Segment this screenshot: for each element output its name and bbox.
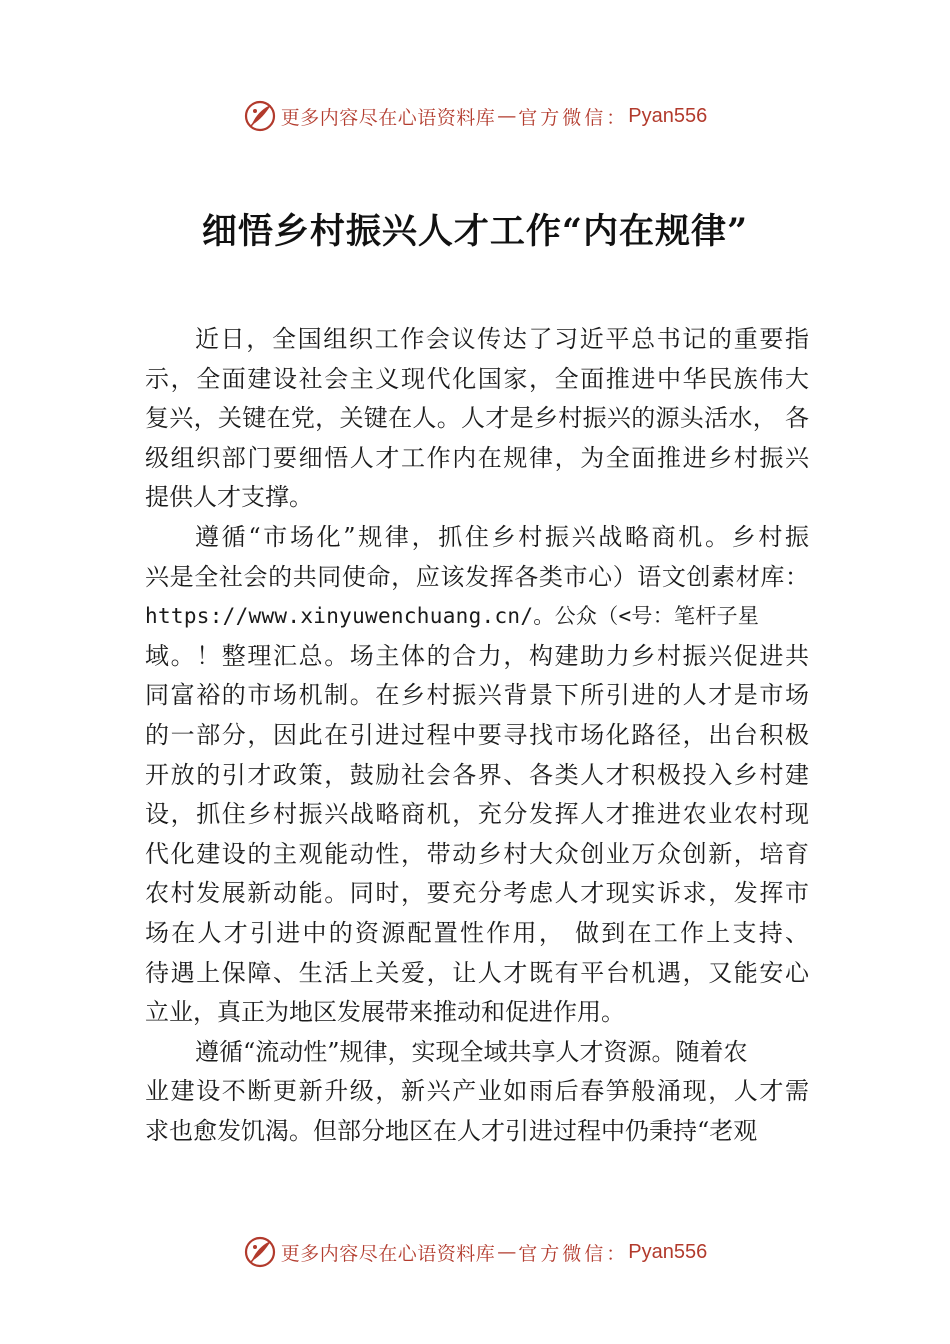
watermark-wechat-id: Pyan556: [628, 1240, 708, 1263]
watermark-site-text: 更多内容尽在心语资料库: [280, 106, 496, 129]
body-line: 的一部分，因此在引进过程中要寻找市场化路径，出台积极: [145, 720, 809, 749]
body-line: 农村发展新动能。同时，要充分考虑人才现实诉求，发挥市: [145, 879, 809, 908]
body-line-url: https://www.xinyuwenchuang.cn/。公众（<号：笔杆子星: [145, 604, 760, 629]
body-line: 代化建设的主观能动性，带动乡村大众创业万众创新，培育: [145, 839, 809, 868]
watermark-separator: —: [497, 105, 517, 127]
body-line: 设，抓住乡村振兴战略商机，充分发挥人才推进农业农村现: [145, 800, 809, 829]
body-line: 级组织部门要细悟人才工作内在规律，为全面推进乡村振兴: [145, 443, 809, 472]
body-line: 域。！整理汇总。场主体的合力，构建助力乡村振兴促进共: [145, 641, 809, 670]
body-line: 遵循“市场化”规律，抓住乡村振兴战略商机。乡村振: [195, 522, 809, 551]
body-line: 兴是全社会的共同使命，应该发挥各类市心）语文创素材库：: [145, 562, 809, 591]
watermark-separator: —: [497, 1241, 517, 1263]
body-line: 开放的引才政策，鼓励社会各界、各类人才积极投入乡村建: [145, 760, 809, 789]
body-line: 近日，全国组织工作会议传达了习近平总书记的重要指: [195, 325, 809, 353]
body-line: 同富裕的市场机制。在乡村振兴背景下所引进的人才是市场: [145, 681, 809, 710]
body-line: 待遇上保障、生活上关爱，让人才既有平台机遇，又能安心: [145, 958, 809, 987]
watermark-site-text: 更多内容尽在心语资料库: [280, 1242, 496, 1265]
body-line: 复兴，关键在党，关键在人。人才是乡村振兴的源头活水， 各: [145, 404, 809, 433]
quill-logo-icon: [243, 1235, 277, 1269]
header-watermark: [0, 96, 950, 136]
body-line: 业建设不断更新升级，新兴产业如雨后春笋般涌现，人才需: [145, 1077, 809, 1106]
body-line: 场在人才引进中的资源配置性作用， 做到在工作上支持、: [145, 918, 809, 947]
quill-logo-icon: [243, 99, 277, 133]
watermark-wechat-label: 官方微信：: [518, 1242, 629, 1265]
document-body: [145, 320, 809, 1151]
watermark-wechat-label: 官方微信：: [518, 106, 629, 129]
body-line: 遵循“流动性”规律，实现全域共享人才资源。随着农: [195, 1037, 748, 1066]
footer-watermark: [0, 1232, 950, 1272]
document-title: 细悟乡村振兴人才工作“内在规律”: [201, 211, 749, 252]
body-line: 求也愈发饥渴。但部分地区在人才引进过程中仍秉持“老观: [145, 1116, 758, 1145]
body-line: 立业，真正为地区发展带来推动和促进作用。: [145, 998, 625, 1027]
watermark-wechat-id: Pyan556: [628, 104, 708, 127]
body-line: 示，全面建设社会主义现代化国家，全面推进中华民族伟大: [145, 364, 809, 393]
body-line: 提供人才支撑。: [145, 483, 313, 512]
